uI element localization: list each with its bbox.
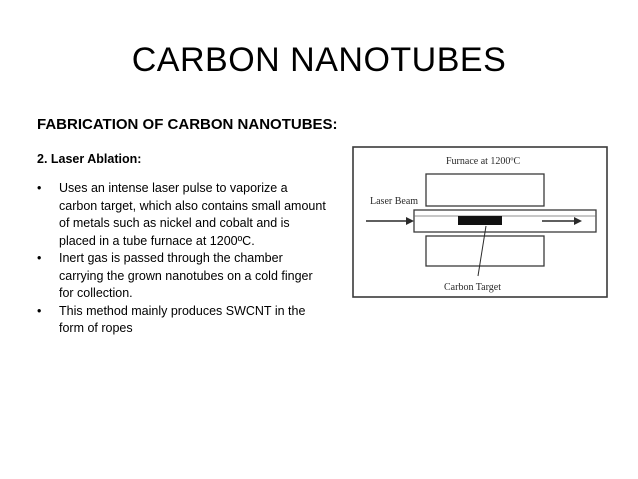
furnace-label: Furnace at 1200ºC xyxy=(446,156,521,167)
slide-title: CARBON NANOTUBES xyxy=(131,41,507,79)
bullet-text: This method mainly produces SWCNT in the form of ropes xyxy=(59,303,306,335)
bullet-text: Inert gas is passed through the chamber carrying the grown nanotubes on a cold finger for collection. xyxy=(59,251,313,300)
bullet-list xyxy=(37,180,327,338)
bullet-item xyxy=(37,303,327,338)
bullet-item xyxy=(37,250,327,303)
carbon-target-label: Carbon Target xyxy=(444,282,501,293)
section-heading: FABRICATION OF CARBON NANOTUBES: xyxy=(37,116,338,133)
carbon-target xyxy=(458,216,502,225)
furnace-upper-block xyxy=(426,174,544,206)
bullet-dot-icon: • xyxy=(37,303,42,318)
bullet-dot-icon: • xyxy=(37,251,42,265)
laser-ablation-diagram xyxy=(352,146,608,298)
laser-beam-label: Laser Beam xyxy=(370,196,419,207)
bullet-text: Uses an intense laser pulse to vaporize a carbon target, which also contains small amount of metals such as nickel and cobalt and is placed in a tube furnace at 1200ºC. xyxy=(59,181,326,248)
bullet-dot-icon: • xyxy=(37,181,42,195)
bullet-item xyxy=(37,180,327,250)
furnace-lower-block xyxy=(426,236,544,266)
sub-heading: 2. Laser Ablation: xyxy=(37,152,142,166)
